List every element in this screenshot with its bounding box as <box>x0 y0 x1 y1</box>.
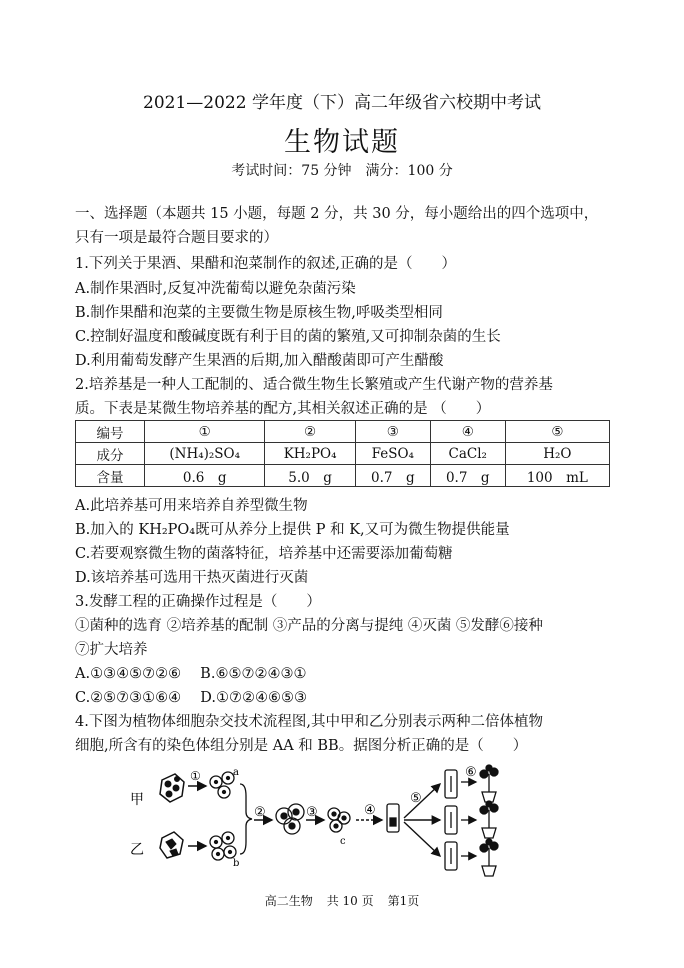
cell-component: H₂O <box>505 443 609 465</box>
full-score: 满分：100 分 <box>365 163 453 179</box>
label-jia: 甲 <box>130 792 144 808</box>
plantlet-tube-lower <box>445 842 457 870</box>
q1-option-d: D.利用葡萄发酵产生果酒的后期,加入醋酸菌即可产生醋酸 <box>75 353 444 369</box>
footer-total-pages: 共 10 页 <box>326 894 374 908</box>
cell-component: FeSO₄ <box>355 443 430 465</box>
q3-steps-line2: ⑦扩大培养 <box>75 642 148 658</box>
fused-cells <box>276 804 304 834</box>
table-row <box>76 421 610 443</box>
cell-component: KH₂PO₄ <box>265 443 355 465</box>
q3-options-cd: C.②⑤⑦③①⑥④ D.①⑦②④⑥⑤③ <box>75 690 307 706</box>
step1-label: ① <box>190 769 201 783</box>
cell-number: ② <box>265 421 355 443</box>
section-heading-line2: 只有一项是最符合题目要求的） <box>75 230 278 246</box>
cell-number: ⑤ <box>505 421 609 443</box>
callus-tube <box>387 804 399 832</box>
plantlet-tube-upper <box>445 770 457 798</box>
cell-amount: 0.7 g <box>430 465 505 487</box>
q2-option-a: A.此培养基可用来培养自养型微生物 <box>75 498 308 514</box>
q4-stem-line1: 4.下图为植物体细胞杂交技术流程图,其中甲和乙分别表示两种二倍体植物 <box>75 714 543 730</box>
exam-meta <box>0 160 684 180</box>
page-footer <box>0 892 684 909</box>
q2-option-d: D.该培养基可选用干热灭菌进行灭菌 <box>75 570 309 586</box>
section-heading-line1: 一、选择题（本题共 15 小题，每题 2 分，共 30 分，每小题给出的四个选项中， <box>75 206 599 222</box>
q1-option-a: A.制作果酒时,反复冲洗葡萄以避免杂菌污染 <box>75 281 356 297</box>
step4-label: ④ <box>364 803 376 818</box>
cell-amount: 0.6 g <box>145 465 265 487</box>
table-row <box>76 443 610 465</box>
footer-page-number: 第1页 <box>387 894 420 908</box>
plantlet-tube-middle <box>445 806 457 834</box>
step3-label: ③ <box>306 805 318 820</box>
row-label-amount: 含量 <box>76 465 145 487</box>
q2-option-b: B.加入的 KH₂PO₄既可从养分上提供 P 和 K,又可为微生物提供能量 <box>75 522 510 538</box>
q2-stem-line1: 2.培养基是一种人工配制的、适合微生物生长繁殖或产生代谢产物的营养基 <box>75 377 553 393</box>
potted-plant-middle <box>480 801 498 838</box>
potted-plant-upper <box>480 765 498 802</box>
exam-title: 2021—2022 学年度（下）高二年级省六校期中考试 <box>143 93 541 113</box>
cell-component: (NH₄)₂SO₄ <box>145 443 265 465</box>
medium-recipe-table <box>75 420 610 487</box>
q2-stem-line2: 质。下表是某微生物培养基的配方,其相关叙述正确的是 （ ） <box>75 401 491 417</box>
footer-subject: 高二生物 <box>264 894 313 908</box>
cell-cluster-jia <box>160 774 184 802</box>
cell-component: CaCl₂ <box>430 443 505 465</box>
cell-number: ③ <box>355 421 430 443</box>
row-label-number: 编号 <box>76 421 145 443</box>
row-label-component: 成分 <box>76 443 145 465</box>
arrow-step5-lower <box>404 822 440 856</box>
label-c: c <box>340 836 346 847</box>
somatic-hybridization-figure <box>120 762 520 887</box>
q3-stem: 3.发酵工程的正确操作过程是（ ） <box>75 594 321 610</box>
cell-number: ④ <box>430 421 505 443</box>
hybrid-cells-c <box>328 808 350 832</box>
q1-stem: 1.下列关于果酒、果醋和泡菜制作的叙述,正确的是（ ） <box>75 256 456 272</box>
cell-amount: 0.7 g <box>355 465 430 487</box>
table-row <box>76 465 610 487</box>
q2-option-c: C.若要观察微生物的菌落特征，培养基中还需要添加葡萄糖 <box>75 546 453 562</box>
label-a: a <box>233 767 239 778</box>
merge-brace <box>240 784 252 854</box>
label-b: b <box>233 858 240 869</box>
cell-amount: 5.0 g <box>265 465 355 487</box>
q1-option-c: C.控制好温度和酸碱度既有利于目的菌的繁殖,又可抑制杂菌的生长 <box>75 329 501 345</box>
subject-title: 生物试题 <box>284 127 400 158</box>
label-yi: 乙 <box>130 842 144 858</box>
cell-number: ① <box>145 421 265 443</box>
q3-options-ab: A.①③④⑤⑦②⑥ B.⑥⑤⑦②④③① <box>75 666 307 682</box>
q4-stem-line2: 细胞,所含有的染色体组分别是 AA 和 BB。据图分析正确的是（ ） <box>75 738 528 754</box>
q3-steps-line1: ①菌种的选育 ②培养基的配制 ③产品的分离与提纯 ④灭菌 ⑤发酵⑥接种 <box>75 618 543 634</box>
exam-time: 考试时间：75 分钟 <box>231 163 352 179</box>
protoplasts-a <box>210 772 234 798</box>
protoplasts-b <box>210 832 236 860</box>
potted-plant-lower <box>480 839 498 876</box>
step2-label: ② <box>254 805 266 820</box>
step5-label: ⑤ <box>410 791 422 806</box>
cell-cluster-yi <box>160 832 183 858</box>
q1-option-b: B.制作果醋和泡菜的主要微生物是原核生物,呼吸类型相同 <box>75 305 443 321</box>
step6-label: ⑥ <box>465 765 477 780</box>
cell-amount: 100 mL <box>505 465 609 487</box>
